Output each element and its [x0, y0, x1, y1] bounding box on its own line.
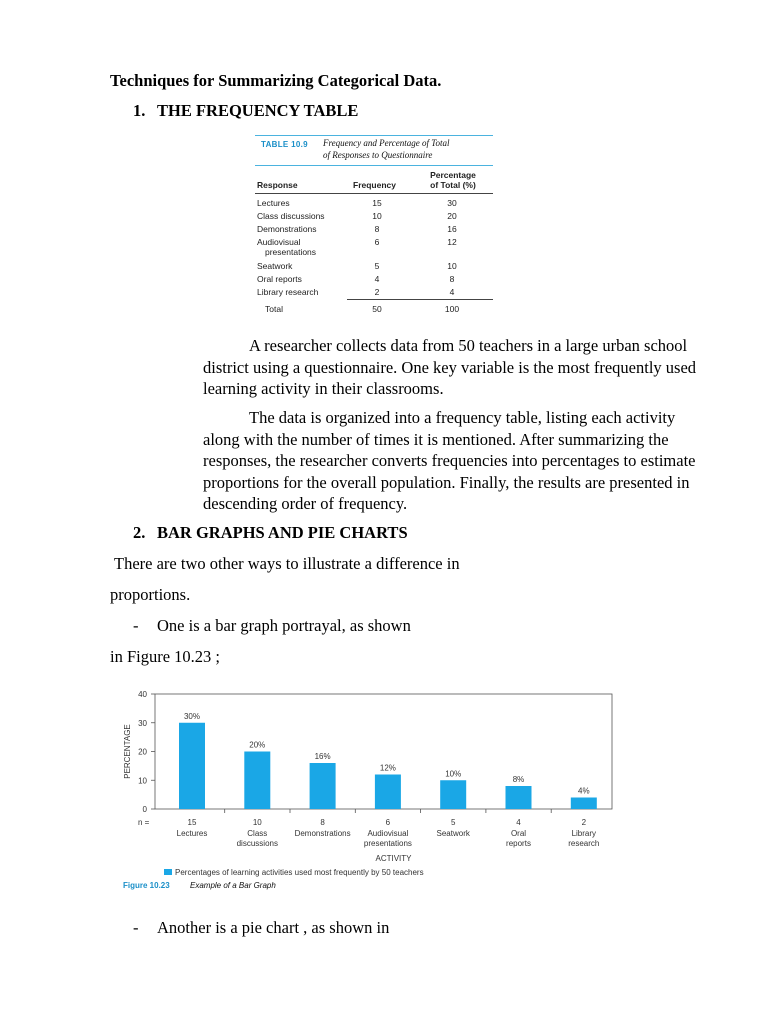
y-tick-label: 0 [142, 805, 147, 814]
text-proportions: proportions. [110, 585, 191, 604]
category-label: Audiovisual [367, 829, 409, 838]
table-row-frequency: 2 [374, 287, 380, 297]
category-label: reports [506, 839, 531, 848]
paragraph-2: The data is organized into a frequency table, listing each activity along with the number of times it is mentioned. After summarizing the responses, the researcher converts frequencies into percentages to estimate proportions for the overall population. Finally, the results are presented in descending order of frequency. [203, 408, 696, 513]
bar [440, 780, 466, 809]
n-value-label: 15 [187, 818, 197, 827]
bar-value-label: 12% [379, 763, 396, 773]
category-label: Demonstrations [294, 829, 351, 838]
n-label: n = [138, 818, 150, 827]
bar-value-label: 30% [183, 711, 201, 721]
category-label: presentations [363, 839, 412, 848]
x-axis-label: ACTIVITY [375, 854, 412, 863]
table-row-response: Class discussions [257, 211, 325, 221]
n-value-label: 6 [385, 818, 391, 827]
bar-value-label: 8% [512, 775, 525, 784]
table-row-percent: 8 [449, 274, 455, 284]
legend-text: Percentages of learning activities used most frequently by 50 teachers [175, 868, 424, 877]
table-row-percent: 4 [449, 287, 455, 297]
bar-chart [120, 688, 620, 893]
bar-value-label: 10% [445, 769, 462, 779]
category-label: Lectures [176, 829, 208, 838]
table-row-frequency: 5 [374, 261, 380, 271]
category-label: Class [247, 829, 268, 838]
category-label: discussions [236, 839, 278, 848]
table-row-frequency: 6 [374, 237, 380, 247]
bar-value-label: 20% [249, 740, 266, 750]
table-row-response: Audiovisual [257, 237, 301, 247]
table-row-percent: 30 [447, 198, 457, 208]
table-row-percent: 16 [447, 224, 457, 234]
category-label: Library [571, 829, 597, 838]
y-tick-label: 30 [138, 718, 147, 728]
table-row-response: Seatwork [257, 261, 293, 271]
n-value-label: 8 [320, 818, 325, 827]
legend-swatch [164, 869, 172, 875]
figure-label: Figure 10.23 [123, 881, 170, 890]
table-row-response-continued: presentations [265, 247, 317, 257]
n-value-label: 5 [450, 818, 456, 827]
table-caption: Frequency and Percentage of Total of Responses to Questionnaire [323, 138, 450, 160]
bar [310, 763, 336, 809]
table-row-response: Lectures [257, 198, 290, 208]
section-1-number: 1. [133, 101, 146, 120]
section-2-title: BAR GRAPHS AND PIE CHARTS [157, 523, 408, 542]
bar [375, 775, 401, 810]
table-total-percent: 100 [444, 304, 460, 314]
bar-value-label: 4% [578, 786, 590, 796]
bar [244, 752, 270, 810]
table-row-frequency: 4 [374, 274, 380, 284]
section-1-title: THE FREQUENCY TABLE [157, 101, 359, 120]
n-value-label: 4 [516, 818, 521, 827]
column-header-response: Response [257, 180, 298, 190]
n-value-label: 10 [252, 818, 262, 827]
column-header-frequency: Frequency [353, 180, 396, 190]
y-axis-label: PERCENTAGE [123, 724, 132, 779]
table-row-percent: 20 [447, 211, 457, 221]
category-label: research [568, 839, 600, 848]
table-row-percent: 10 [447, 261, 457, 271]
table-row-response: Library research [257, 287, 319, 297]
table-row-percent: 12 [447, 237, 457, 247]
table-total-label: Total [265, 304, 283, 314]
text-figure-reference: in Figure 10.23 ; [110, 647, 220, 666]
bar [179, 723, 205, 809]
table-label: TABLE 10.9 [261, 140, 308, 149]
column-header-percentage: Percentage of Total (%) [430, 170, 476, 190]
table-row-response: Oral reports [257, 274, 302, 284]
category-label: Oral [510, 829, 527, 838]
y-tick-label: 40 [138, 690, 147, 699]
text-two-ways: There are two other ways to illustrate a difference in [114, 554, 460, 573]
table-row-response: Demonstrations [257, 224, 317, 234]
bullet-1-dash: - [133, 616, 139, 635]
bullet-1-text: One is a bar graph portrayal, as shown [157, 616, 411, 635]
y-tick-label: 10 [138, 776, 147, 786]
category-label: Seatwork [436, 829, 470, 838]
frequency-table [255, 135, 493, 320]
section-2-number: 2. [133, 523, 146, 542]
y-tick-label: 20 [138, 747, 147, 757]
table-row-frequency: 8 [374, 224, 380, 234]
table-total-frequency: 50 [372, 304, 382, 314]
n-value-label: 2 [581, 818, 587, 827]
figure-title: Example of a Bar Graph [190, 881, 276, 890]
page-heading: Techniques for Summarizing Categorical Data. [110, 71, 442, 90]
bar [506, 786, 532, 809]
bar [571, 798, 597, 810]
bullet-2-dash: - [133, 918, 139, 937]
paragraph-1: A researcher collects data from 50 teachers in a large urban school district using a questionnaire. One key variable is the most frequently used learning activity in their classrooms. [203, 336, 697, 398]
bullet-2-text: Another is a pie chart , as shown in [157, 918, 390, 937]
bar-value-label: 16% [314, 752, 331, 761]
table-row-frequency: 15 [372, 198, 382, 208]
table-row-frequency: 10 [372, 211, 382, 221]
